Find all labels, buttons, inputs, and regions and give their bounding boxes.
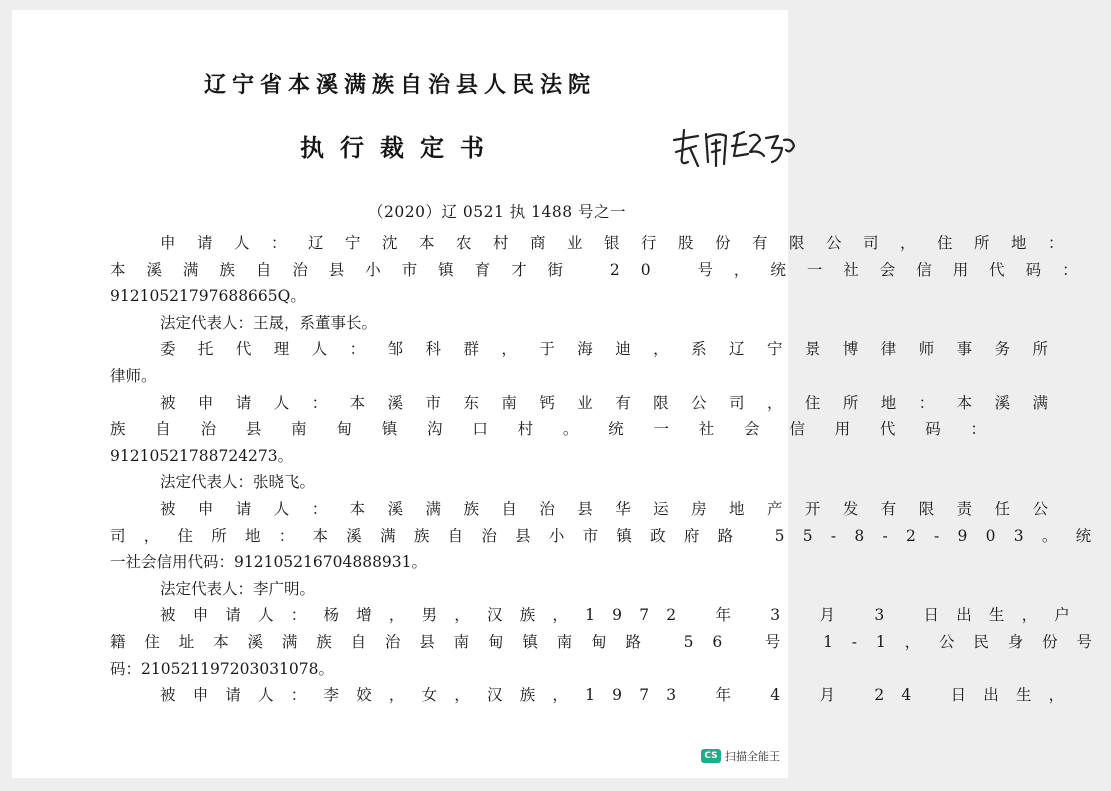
body-text [110, 230, 1111, 709]
body-line-text: 被申请人：本溪市东南钙业有限公司，住所地：本溪满 [160, 393, 1071, 412]
body-line [110, 523, 1110, 550]
body-line-text: 91210521797688665Q。 [110, 287, 306, 306]
body-line [110, 682, 1082, 709]
body-line-text: 91210521788724273。 [110, 446, 294, 465]
body-line [110, 602, 1088, 629]
body-line [110, 656, 676, 683]
body-line-text: 被申请人：杨增，男，汉族，1972 年 3 月 3 日出生，户 [160, 606, 1088, 625]
body-line-text: 法定代表人：李广明。 [160, 579, 316, 598]
scanner-watermark [701, 748, 780, 764]
body-line [110, 230, 1086, 257]
body-line-text: 一社会信用代码：912105216704888931。 [110, 553, 428, 572]
body-line-text: 被申请人：李姣，女，汉族，1973 年 4 月 24 日出生， [160, 686, 1082, 705]
body-line-text: 被申请人：本溪满族自治县华运房地产开发有限责任公 [160, 499, 1071, 518]
body-line-text: 族自治县南甸镇沟口村。统一社会信用代码： [110, 420, 1016, 439]
watermark-label: 扫描全能王 [725, 750, 780, 763]
body-line-text: 律师。 [110, 366, 157, 385]
body-line [110, 549, 676, 576]
handwritten-signature [668, 126, 798, 172]
body-line [110, 257, 1099, 284]
body-line [110, 496, 1071, 523]
court-name: 辽宁省本溪满族自治县人民法院 [203, 73, 596, 98]
body-line [110, 576, 676, 603]
body-line-text: 码：210521197203031078。 [110, 659, 335, 678]
document-title: 执行裁定书 [300, 134, 500, 162]
body-line [110, 629, 1111, 656]
body-line [110, 390, 1071, 417]
body-line-text: 本溪满族自治县小市镇育才街 20 号，统一社会信用代码： [110, 260, 1099, 279]
camscanner-logo-icon: CS [701, 749, 721, 763]
body-line [110, 416, 1016, 443]
body-line-text: 委托代理人：邹科群，于海迪，系辽宁景博律师事务所 [160, 340, 1071, 359]
body-line-text: 申请人：辽宁沈本农村商业银行股份有限公司，住所地： [160, 234, 1086, 252]
body-line-text: 司，住所地：本溪满族自治县小市镇政府路 55-8-2-903。统 [110, 526, 1110, 545]
body-line [110, 469, 676, 496]
body-line [110, 336, 1071, 363]
body-line [110, 443, 676, 470]
body-line-text: 籍住址本溪满族自治县南甸镇南甸路 56 号 1-1，公民身份号 [110, 632, 1111, 651]
body-line-text: 法定代表人：张晓飞。 [160, 473, 316, 492]
document-page [12, 10, 1111, 778]
body-line [110, 363, 676, 390]
body-line [110, 283, 676, 310]
body-line [110, 310, 676, 337]
body-line-text: 法定代表人：王晟，系董事长。 [160, 313, 378, 332]
case-number: （2020）辽 0521 执 1488 号之一 [368, 203, 627, 221]
